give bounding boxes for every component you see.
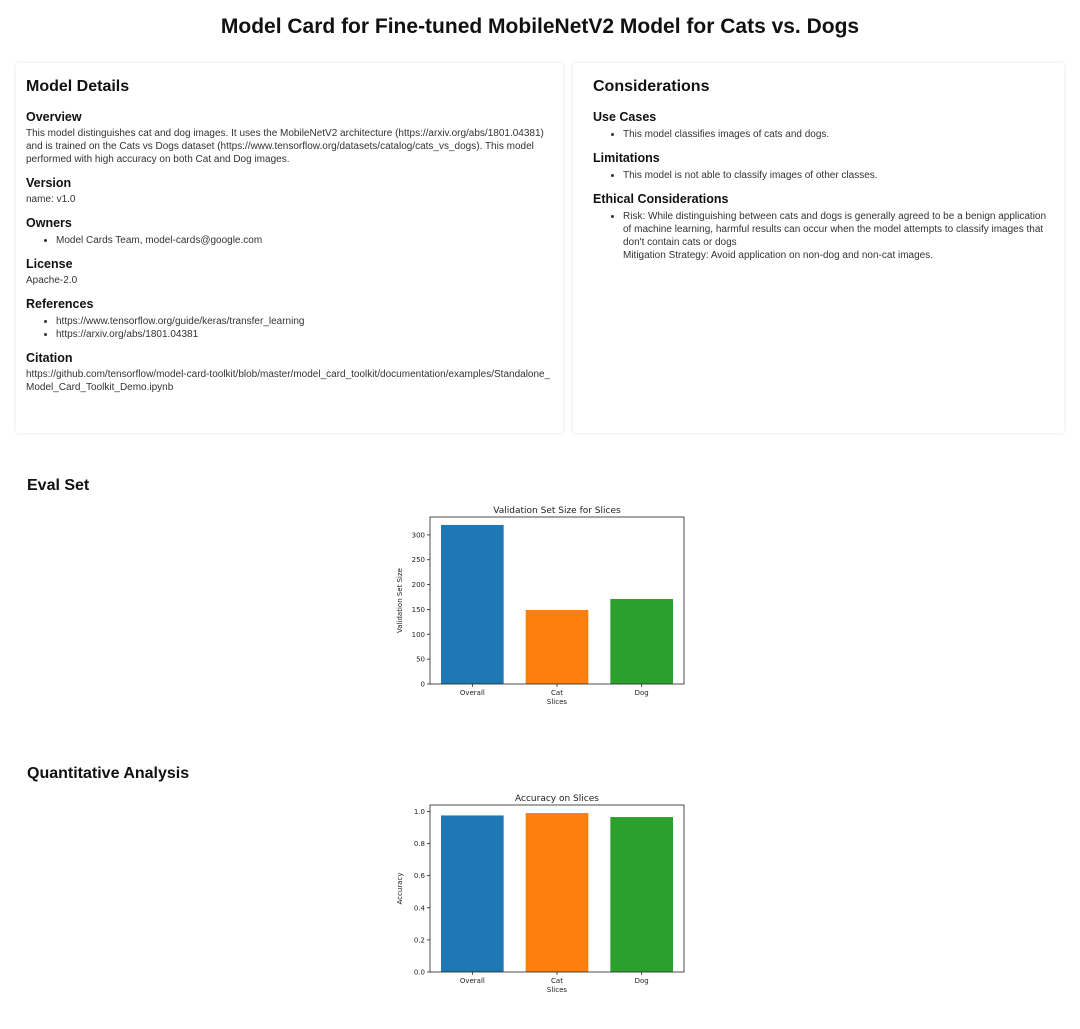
bar-overall	[441, 815, 504, 972]
x-tick-label: Dog	[634, 977, 649, 985]
x-tick-label: Cat	[551, 977, 563, 985]
y-tick-label: 0.0	[413, 968, 425, 977]
owners-list	[26, 234, 553, 247]
version-heading: Version	[26, 176, 72, 190]
y-tick-label: 100	[411, 630, 425, 639]
ethical-section	[593, 192, 1054, 262]
considerations-heading: Considerations	[593, 78, 710, 95]
y-tick-label: 1.0	[413, 807, 425, 816]
reference-item: • https://www.tensorflow.org/guide/keras/transfer_learning	[56, 315, 553, 328]
bar-cat	[526, 813, 589, 972]
x-tick-label: Overall	[459, 977, 485, 985]
use-cases-heading: Use Cases	[593, 110, 657, 124]
y-tick-label: 250	[411, 556, 425, 565]
y-tick-label: 0.8	[413, 840, 425, 849]
use-case-item: • This model classifies images of cats and dogs.	[623, 128, 1054, 141]
owners-section	[26, 216, 553, 247]
y-tick-label: 200	[411, 581, 425, 590]
owners-heading: Owners	[26, 216, 72, 230]
ethical-list	[593, 210, 1054, 262]
page-title: Model Card for Fine-tuned MobileNetV2 Model for Cats vs. Dogs	[220, 15, 860, 38]
bar-dog	[610, 817, 673, 972]
license-section	[26, 257, 553, 287]
ethical-item	[623, 210, 1054, 262]
limitation-item: • This model is not able to classify images of other classes.	[623, 169, 1054, 182]
y-tick-label: 0.2	[413, 936, 425, 945]
license-text: Apache-2.0	[26, 275, 78, 286]
considerations-card	[573, 63, 1064, 433]
chart-title: Validation Set Size for Slices	[493, 506, 621, 516]
y-axis-label: Validation Set Size	[396, 568, 404, 633]
version-section	[26, 176, 553, 206]
chart-title: Accuracy on Slices	[515, 794, 599, 804]
references-list	[26, 315, 553, 341]
x-tick-label: Dog	[634, 689, 649, 697]
y-tick-label: 0.4	[413, 904, 425, 913]
quantitative-analysis-heading: Quantitative Analysis	[27, 765, 190, 782]
model-details-heading: Model Details	[26, 78, 130, 95]
y-tick-label: 50	[416, 655, 425, 664]
y-tick-label: 0	[420, 680, 425, 689]
limitations-heading: Limitations	[593, 151, 660, 165]
ethical-heading: Ethical Considerations	[593, 192, 729, 206]
citation-text: https://github.com/tensorflow/model-card-toolkit/blob/master/model_card_toolkit/documentation/examples/Standalone_Model_Card_Toolkit_Demo.ipynb	[26, 369, 551, 393]
bar-cat	[526, 610, 589, 684]
references-heading: References	[26, 297, 94, 311]
eval-set-heading: Eval Set	[27, 477, 90, 494]
validation-set-size-chart	[388, 500, 693, 715]
references-section	[26, 297, 553, 341]
citation-section	[26, 351, 553, 394]
x-tick-label: Cat	[551, 689, 563, 697]
y-tick-label: 300	[411, 531, 425, 540]
y-tick-label: 150	[411, 605, 425, 614]
use-cases-list	[593, 128, 1054, 141]
y-tick-label: 0.6	[413, 872, 425, 881]
y-axis-label: Accuracy	[396, 872, 404, 905]
x-tick-label: Overall	[459, 689, 485, 697]
overview-section	[26, 110, 553, 166]
overview-text: This model distinguishes cat and dog images. It uses the MobileNetV2 architecture (https://arxiv.org/abs/1801.04381) and is trained on the Cats vs Dogs dataset (https://www.tensorflow.org/datasets/catalog/cats_vs_dogs). This model performed with high accuracy on both Cat and Dog images.	[26, 128, 544, 165]
x-axis-label: Slices	[546, 986, 568, 994]
accuracy-chart	[388, 788, 693, 1003]
citation-heading: Citation	[26, 351, 73, 365]
license-heading: License	[26, 257, 73, 271]
model-details-card	[16, 63, 563, 433]
use-cases-section	[593, 110, 1054, 141]
version-text: name: v1.0	[26, 194, 76, 205]
x-axis-label: Slices	[546, 698, 568, 706]
limitations-section	[593, 151, 1054, 182]
bar-overall	[441, 525, 504, 684]
reference-item: • https://arxiv.org/abs/1801.04381	[56, 328, 553, 341]
overview-heading: Overview	[26, 110, 82, 124]
mitigation-text: Mitigation Strategy: Avoid application on non-dog and non-cat images.	[623, 250, 934, 261]
bar-dog	[610, 599, 673, 684]
limitations-list	[593, 169, 1054, 182]
owner-item: • Model Cards Team, model-cards@google.com	[56, 234, 553, 247]
risk-text: Risk: While distinguishing between cats and dogs is generally agreed to be a benign application of machine learning, harmful results can occur when the model attempts to classify images that don't contain cats or dogs	[623, 211, 1047, 248]
